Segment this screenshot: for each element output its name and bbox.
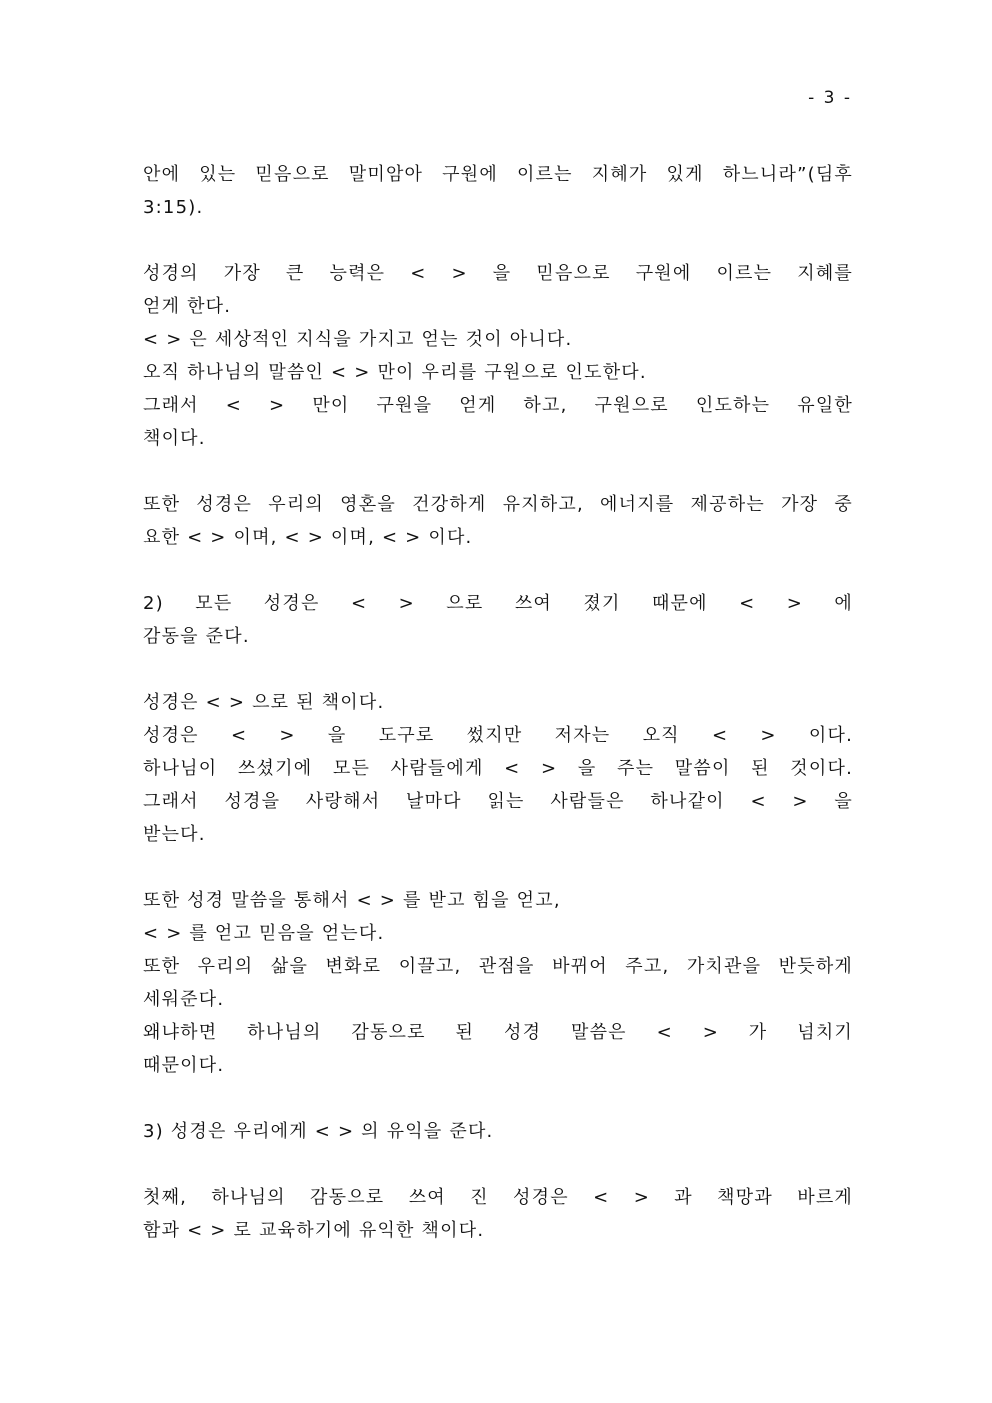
paragraph	[143, 884, 853, 1082]
text-line: 하나님이 쓰셨기에 모든 사람들에게 < > 을 주는 말씀이 된 것이다.	[143, 758, 853, 779]
paragraph	[143, 488, 853, 554]
text-line: 그래서 성경을 사랑해서 날마다 읽는 사람들은 하나같이 < > 을	[143, 791, 853, 812]
text-line: 책이다.	[143, 428, 206, 449]
text-line: 첫째, 하나님의 감동으로 쓰여 진 성경은 < > 과 책망과 바르게	[143, 1187, 853, 1208]
paragraph	[143, 686, 853, 851]
page-number: - 3 -	[808, 88, 852, 108]
text-line: 또한 성경 말씀을 통해서 < > 를 받고 힘을 얻고,	[143, 890, 561, 911]
text-line: 받는다.	[143, 824, 206, 845]
document-body	[143, 158, 853, 1280]
paragraph	[143, 1115, 853, 1148]
text-line: 또한 우리의 삶을 변화로 이끌고, 관점을 바뀌어 주고, 가치관을 반듯하게	[143, 956, 853, 977]
text-line: 함과 < > 로 교육하기에 유익한 책이다.	[143, 1220, 485, 1241]
text-line: 그래서 < > 만이 구원을 얻게 하고, 구원으로 인도하는 유일한	[143, 395, 853, 416]
text-line: 때문이다.	[143, 1055, 225, 1076]
text-line: 성경의 가장 큰 능력은 < > 을 믿음으로 구원에 이르는 지혜를	[143, 263, 853, 284]
paragraph	[143, 257, 853, 455]
text-line: 오직 하나님의 말씀인 < > 만이 우리를 구원으로 인도한다.	[143, 362, 647, 383]
text-line: 또한 성경은 우리의 영혼을 건강하게 유지하고, 에너지를 제공하는 가장 중	[143, 494, 853, 515]
text-line: 안에 있는 믿음으로 말미암아 구원에 이르는 지혜가 있게 하느니라”(딤후	[143, 164, 853, 185]
text-line: < > 를 얻고 믿음을 얻는다.	[143, 923, 385, 944]
text-line: 세워준다.	[143, 989, 225, 1010]
text-line: 성경은 < > 으로 된 책이다.	[143, 692, 385, 713]
text-line: 3) 성경은 우리에게 < > 의 유익을 준다.	[143, 1121, 494, 1142]
text-line: 2) 모든 성경은 < > 으로 쓰여 졌기 때문에 < > 에	[143, 593, 853, 614]
paragraph	[143, 1181, 853, 1247]
text-line: 성경은 < > 을 도구로 썼지만 저자는 오직 < > 이다.	[143, 725, 853, 746]
text-line: 얻게 한다.	[143, 296, 232, 317]
paragraph	[143, 587, 853, 653]
text-line: 요한 < > 이며, < > 이며, < > 이다.	[143, 527, 473, 548]
text-line: 왜냐하면 하나님의 감동으로 된 성경 말씀은 < > 가 넘치기	[143, 1022, 853, 1043]
text-line: 3:15).	[143, 197, 204, 218]
text-line: < > 은 세상적인 지식을 가지고 얻는 것이 아니다.	[143, 329, 573, 350]
paragraph	[143, 158, 853, 224]
text-line: 감동을 준다.	[143, 626, 250, 647]
